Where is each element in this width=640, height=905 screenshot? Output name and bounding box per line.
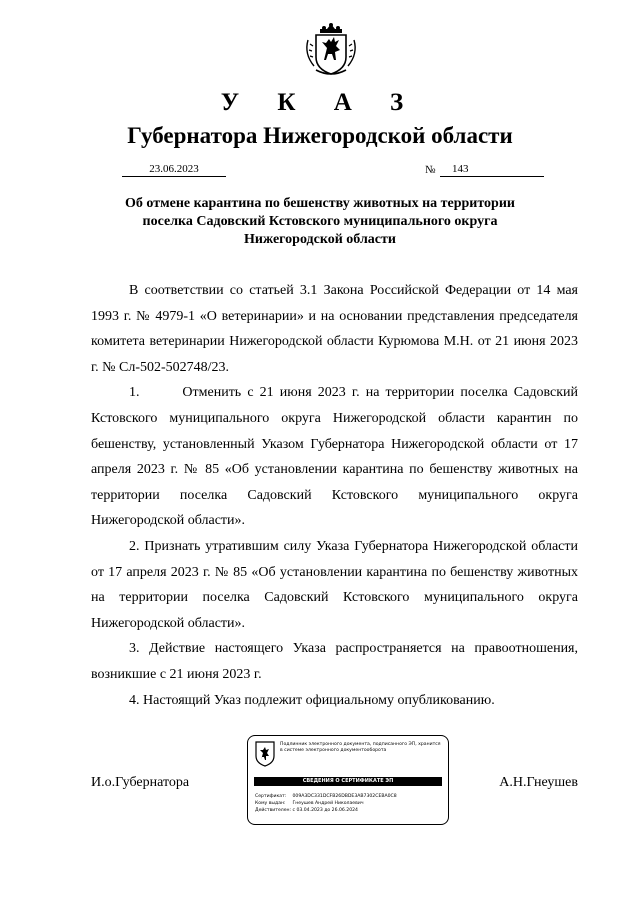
signatory-role: И.о.Губернатора (91, 775, 190, 790)
decree-body (91, 278, 582, 713)
decree-number: 143 (440, 162, 544, 177)
decree-item: 4. Настоящий Указ подлежит официальному опубликованию. (129, 692, 495, 708)
certificate-row (255, 793, 397, 800)
issued-to-value: Гнеушев Андрей Николаевич (292, 801, 364, 807)
certificate-details (255, 793, 397, 815)
validity-row (255, 807, 397, 814)
decree-number-label: № (425, 164, 436, 176)
coat-of-arms-icon (302, 20, 360, 78)
decree-item: 1. Отменить с 21 июня 2023 г. на территории поселка Садовский Кстовского муниципального округа Нижегородской области карантин по бешенству, установленный Указом Губернатора Нижегородской области от 17 апреля 2023 г. № 85 «Об установлении карантина по бешенству животных на территории поселка Садовский Кстовского муниципального округа Нижегородской области». (91, 385, 582, 529)
decree-subject (100, 195, 540, 249)
decree-issuer: Губернатора Нижегородской области (127, 123, 513, 148)
stamp-title: СВЕДЕНИЯ О СЕРТИФИКАТЕ ЭП (254, 777, 442, 786)
issued-to-row (255, 800, 397, 807)
certificate-value: 009A3DC331DCFB26DBDE3AB7302CEBA0C8 (292, 794, 397, 799)
subject-line: Нижегородской области (244, 232, 396, 247)
electronic-signature-stamp (247, 735, 449, 825)
issued-to-label: Кому выдан: (255, 801, 286, 807)
preamble-paragraph: В соответствии со статьей 3.1 Закона Российской Федерации от 14 мая 1993 г. № 4979-1 «О ветеринарии» и на основании представления председателя комитета ветеринарии Нижегородской области Курюмова М.Н. от 21 июня 2023 г. № Сл-502-502748/23. (91, 283, 578, 375)
subject-line: поселка Садовский Кстовского муниципального округа (142, 214, 498, 229)
decree-date: 23.06.2023 (122, 162, 226, 177)
subject-line: Об отмене карантина по бешенству животных на территории (125, 196, 515, 211)
decree-item: 2. Признать утратившим силу Указа Губернатора Нижегородской области от 17 апреля 2023 г. № 85 «Об установлении карантина по бешенству животных на территории поселка Садовский Кстовского муниципального округа Нижегородской области». (91, 538, 578, 631)
validity-label: Действителен: (255, 808, 292, 814)
stamp-note: Подлинник электронного документа, подписанного ЭП, хранится в системе электронного документооборота (280, 742, 441, 753)
certificate-label: Сертификат: (255, 794, 287, 799)
signatory-name: А.Н.Гнеушев (499, 775, 578, 790)
decree-item: 3. Действие настоящего Указа распространяется на правоотношения, возникшие с 21 июня 2023 г. (91, 641, 578, 682)
validity-value: с 03.04.2023 до 26.06.2024 (292, 808, 358, 814)
coat-of-arms-icon (255, 741, 275, 767)
decree-title: У К А З (220, 89, 420, 116)
